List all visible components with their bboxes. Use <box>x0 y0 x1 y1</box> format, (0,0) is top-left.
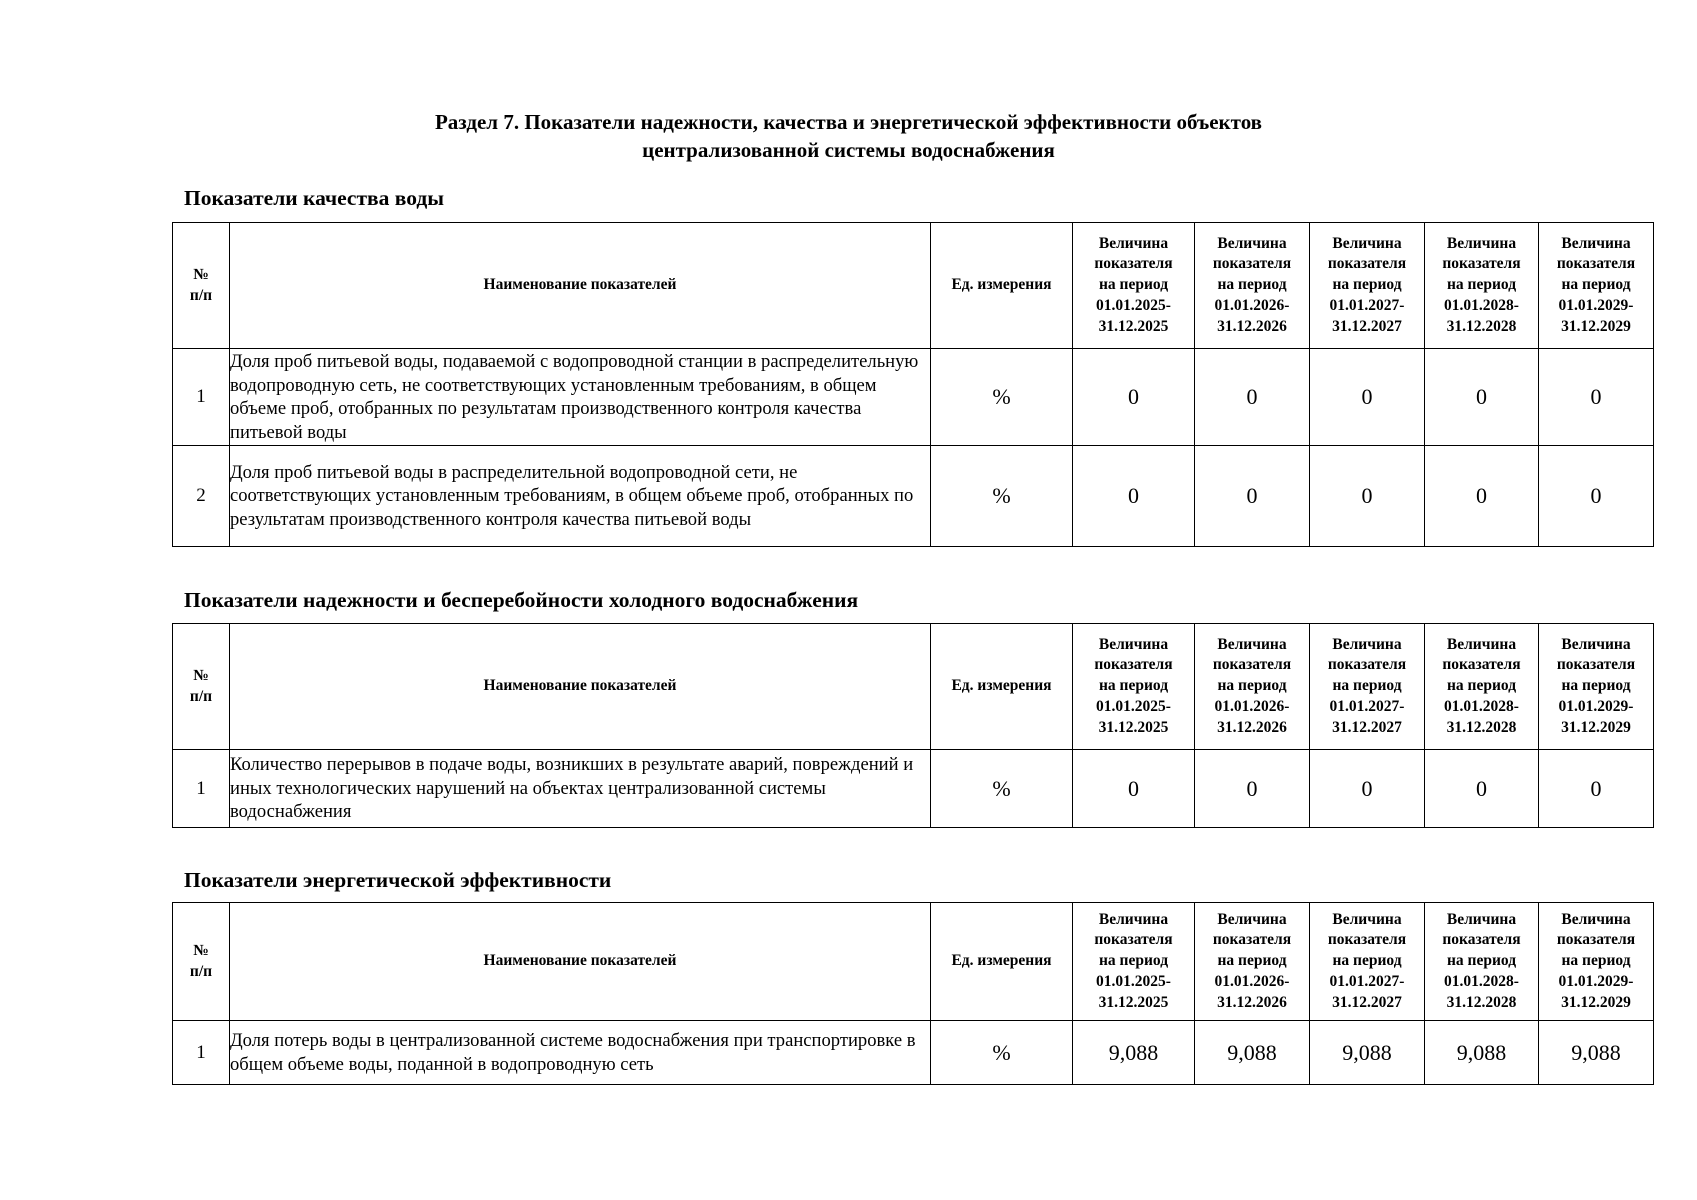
header-indicator-name: Наименование показателей <box>230 223 931 349</box>
table-row <box>173 1021 1654 1085</box>
value-2026: 0 <box>1195 446 1310 547</box>
header-period-2025: Величина показателя на период 01.01.2025- 31.12.2025 <box>1073 223 1195 349</box>
header-period-2029: Величина показателя на период 01.01.2029- 31.12.2029 <box>1539 223 1654 349</box>
header-period-2028: Величина показателя на период 01.01.2028- 31.12.2028 <box>1425 624 1539 750</box>
section-title-reliability: Показатели надежности и бесперебойности холодного водоснабжения <box>184 588 859 612</box>
header-period-2025: Величина показателя на период 01.01.2025- 31.12.2025 <box>1073 903 1195 1021</box>
header-number: № п/п <box>173 223 230 349</box>
value-2027: 0 <box>1310 750 1425 828</box>
indicator-name: Доля потерь воды в централизованной системе водоснабжения при транспортировке в общем объеме воды, поданной в водопроводную сеть <box>230 1021 931 1085</box>
value-2026: 9,088 <box>1195 1021 1310 1085</box>
water-quality-table <box>172 222 1654 547</box>
value-2026: 0 <box>1195 349 1310 446</box>
header-period-2027: Величина показателя на период 01.01.2027- 31.12.2027 <box>1310 624 1425 750</box>
table-header-row <box>173 903 1654 1021</box>
header-period-2026: Величина показателя на период 01.01.2026- 31.12.2026 <box>1195 903 1310 1021</box>
value-2028: 0 <box>1425 349 1539 446</box>
section-title-water-quality: Показатели качества воды <box>184 186 445 210</box>
unit-cell: % <box>931 750 1073 828</box>
value-2025: 9,088 <box>1073 1021 1195 1085</box>
row-number: 1 <box>173 750 230 828</box>
value-2029: 9,088 <box>1539 1021 1654 1085</box>
value-2027: 9,088 <box>1310 1021 1425 1085</box>
row-number: 1 <box>173 349 230 446</box>
row-number: 2 <box>173 446 230 547</box>
table-row <box>173 349 1654 446</box>
header-unit: Ед. измерения <box>931 624 1073 750</box>
header-unit: Ед. измерения <box>931 223 1073 349</box>
value-2029: 0 <box>1539 349 1654 446</box>
header-number: № п/п <box>173 903 230 1021</box>
indicator-name: Доля проб питьевой воды в распределительной водопроводной сети, не соответствующих установленным требованиям, в общем объеме проб, отобранных по результатам производственного контроля качества питьевой воды <box>230 446 931 547</box>
indicator-name: Количество перерывов в подаче воды, возникших в результате аварий, повреждений и иных технологических нарушений на объектах централизованной системы водоснабжения <box>230 750 931 828</box>
header-period-2026: Величина показателя на период 01.01.2026- 31.12.2026 <box>1195 223 1310 349</box>
unit-cell: % <box>931 1021 1073 1085</box>
header-period-2028: Величина показателя на период 01.01.2028- 31.12.2028 <box>1425 903 1539 1021</box>
header-period-2029: Величина показателя на период 01.01.2029- 31.12.2029 <box>1539 903 1654 1021</box>
unit-cell: % <box>931 349 1073 446</box>
value-2025: 0 <box>1073 446 1195 547</box>
value-2028: 9,088 <box>1425 1021 1539 1085</box>
value-2029: 0 <box>1539 750 1654 828</box>
page-title-line-1: Раздел 7. Показатели надежности, качества и энергетической эффективности объектов <box>434 110 1263 134</box>
header-period-2028: Величина показателя на период 01.01.2028- 31.12.2028 <box>1425 223 1539 349</box>
table-row <box>173 446 1654 547</box>
header-number: № п/п <box>173 624 230 750</box>
value-2025: 0 <box>1073 349 1195 446</box>
table-row <box>173 750 1654 828</box>
value-2028: 0 <box>1425 750 1539 828</box>
reliability-table <box>172 623 1654 828</box>
header-period-2027: Величина показателя на период 01.01.2027- 31.12.2027 <box>1310 223 1425 349</box>
header-period-2026: Величина показателя на период 01.01.2026- 31.12.2026 <box>1195 624 1310 750</box>
value-2025: 0 <box>1073 750 1195 828</box>
header-indicator-name: Наименование показателей <box>230 624 931 750</box>
header-indicator-name: Наименование показателей <box>230 903 931 1021</box>
header-period-2027: Величина показателя на период 01.01.2027- 31.12.2027 <box>1310 903 1425 1021</box>
page-title-line-2: централизованной системы водоснабжения <box>642 138 1055 162</box>
table-header-row <box>173 624 1654 750</box>
value-2026: 0 <box>1195 750 1310 828</box>
energy-efficiency-table <box>172 902 1654 1085</box>
value-2029: 0 <box>1539 446 1654 547</box>
unit-cell: % <box>931 446 1073 547</box>
indicator-name: Доля проб питьевой воды, подаваемой с водопроводной станции в распределительную водопроводную сеть, не соответствующих установленным требованиям, в общем объеме проб, отобранных по результатам производственного контроля качества питьевой воды <box>230 349 931 446</box>
table-header-row <box>173 223 1654 349</box>
value-2027: 0 <box>1310 349 1425 446</box>
header-unit: Ед. измерения <box>931 903 1073 1021</box>
section-title-energy-efficiency: Показатели энергетической эффективности <box>184 868 612 892</box>
value-2028: 0 <box>1425 446 1539 547</box>
row-number: 1 <box>173 1021 230 1085</box>
page-title <box>0 108 1697 164</box>
header-period-2029: Величина показателя на период 01.01.2029- 31.12.2029 <box>1539 624 1654 750</box>
value-2027: 0 <box>1310 446 1425 547</box>
header-period-2025: Величина показателя на период 01.01.2025- 31.12.2025 <box>1073 624 1195 750</box>
